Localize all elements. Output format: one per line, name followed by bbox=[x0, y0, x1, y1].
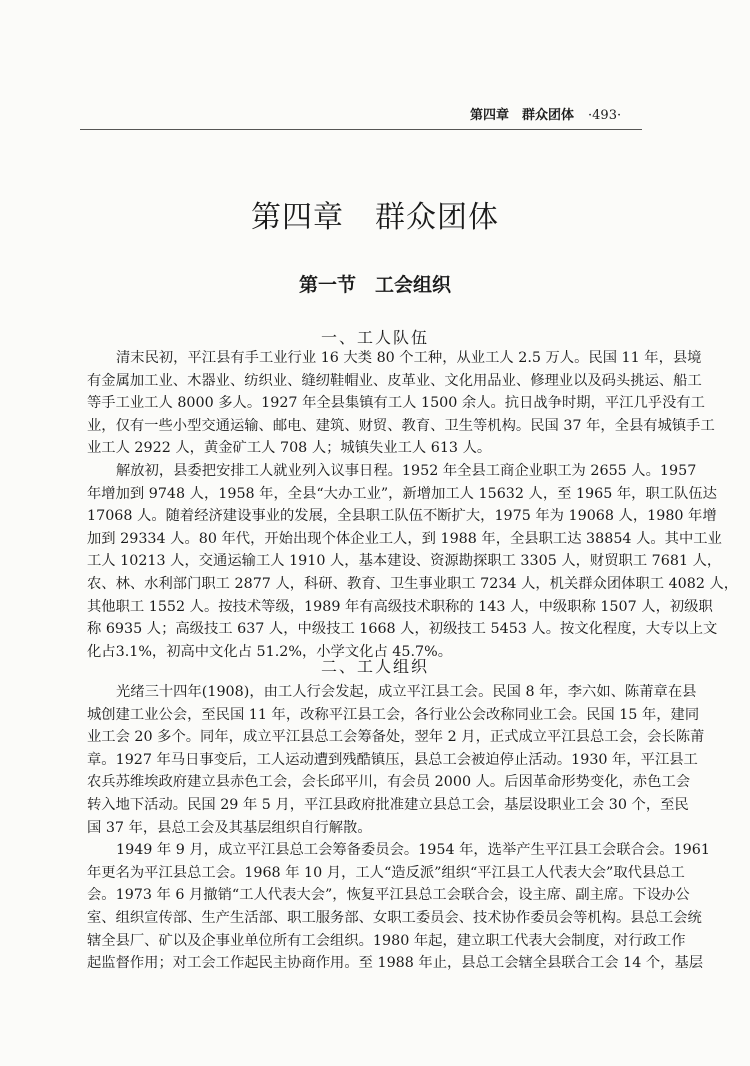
text-line: 会。1973 年 6 月撤销“工人代表大会”，恢复平江县总工会联合会，设主席、副主席。下设办公 bbox=[87, 887, 690, 904]
running-head bbox=[470, 104, 621, 123]
running-head-chapter: 第四章 群众团体 bbox=[470, 108, 575, 123]
text-line: 业，仅有一些小型交通运输、邮电、建筑、财贸、教育、卫生等机构。民国 37 年，全县有城镇手工 bbox=[87, 417, 715, 434]
subsection-heading: 二、工人组织 bbox=[320, 657, 429, 676]
text-line: 解放初，县委把安排工人就业列入议事日程。1952 年全县工商企业职工为 2655 人。1957 bbox=[116, 462, 697, 479]
subsection-body bbox=[87, 681, 710, 975]
subsection-heading: 一、工人队伍 bbox=[320, 328, 429, 347]
text-line: 转入地下活动。民国 29 年 5 月，平江县政府批准建立县总工会，基层设职业工会 30 个，至民 bbox=[87, 796, 689, 813]
text-line: 其他职工 1552 人。按技术等级，1989 年有高级技术职称的 143 人，中级职称 1507 人，初级职 bbox=[87, 598, 713, 615]
paragraph bbox=[87, 681, 705, 839]
text-line: 清末民初，平江县有手工业行业 16 大类 80 个工种，从业工人 2.5 万人。民国 11 年，县境 bbox=[116, 350, 702, 366]
text-line: 17068 人。随着经济建设事业的发展，全县职工队伍不断扩大，1975 年为 19068 人，1980 年增 bbox=[87, 508, 717, 525]
text-line: 等手工业工人 8000 多人。1927 年全县集镇有工人 1500 余人。抗日战争时期，平江几乎没有工 bbox=[87, 395, 705, 412]
chapter-title: 第四章 群众团体 bbox=[251, 200, 499, 235]
text-line: 农、林、水利部门职工 2877 人，科研、教育、卫生事业职工 7234 人，机关群众团体职工 4082 人， bbox=[87, 575, 739, 592]
text-line: 1949 年 9 月，成立平江县总工会筹备委员会。1954 年，选举产生平江县工会联合会。1961 bbox=[116, 842, 710, 859]
text-line: 有金属加工业、木器业、纺织业、缝纫鞋帽业、皮革业、文化用品业、修理业以及码头挑运、船工 bbox=[87, 372, 702, 389]
text-line: 化占3.1%，初高中文化占 51.2%，小学文化占 45.7%。 bbox=[87, 643, 452, 660]
text-line: 室、组织宣传部、生产生活部、职工服务部、女职工委员会、技术协作委员会等机构。县总工会统 bbox=[87, 909, 702, 926]
text-line: 称 6935 人；高级技工 637 人，中级技工 1668 人，初级技工 5453 人。按文化程度，大专以上文 bbox=[87, 621, 718, 638]
paragraph bbox=[87, 347, 715, 460]
text-line: 起监督作用；对工会工作起民主协商作用。至 1988 年止，县总工会辖全县联合工会 14 个，基层 bbox=[87, 955, 704, 972]
text-line: 章。1927 年马日事变后，工人运动遭到残酷镇压，县总工会被迫停止活动。1930 年，平江县工 bbox=[87, 751, 698, 768]
text-line: 业工人 2922 人，黄金矿工人 708 人；城镇失业工人 613 人。 bbox=[87, 440, 492, 457]
page-number: ·493· bbox=[588, 108, 622, 123]
paragraph bbox=[87, 460, 739, 663]
text-line: 城创建工业公会，至民国 11 年，改称平江县工会，各行业公会改称同业工会。民国 15 年，建同 bbox=[87, 706, 700, 723]
header-rule bbox=[80, 129, 642, 130]
text-line: 农兵苏维埃政府建立县赤色工会，会长邱平川，有会员 2000 人。后因革命形势变化，赤色工会 bbox=[87, 774, 691, 791]
text-line: 年更名为平江县总工会。1968 年 10 月，工人“造反派”组织“平江县工人代表大会”取代县总工 bbox=[87, 864, 685, 881]
text-line: 辖全县厂、矿以及企事业单位所有工会组织。1980 年起，建立职工代表大会制度，对行政工作 bbox=[87, 932, 686, 949]
text-line: 国 37 年，县总工会及其基层组织自行解散。 bbox=[87, 819, 372, 836]
section-title: 第一节 工会组织 bbox=[298, 274, 451, 296]
text-line: 业工会 20 多个。同年，成立平江县总工会筹备处，翌年 2 月，正式成立平江县总工会，会长陈莆 bbox=[87, 729, 705, 746]
text-line: 光绪三十四年(1908)，由工人行会发起，成立平江县工会。民国 8 年，李六如、陈莆章在县 bbox=[116, 684, 697, 700]
text-line: 年增加到 9748 人，1958 年，全县“大办工业”，新增加工人 15632 人，至 1965 年，职工队伍达 bbox=[87, 485, 717, 502]
text-line: 工人 10213 人，交通运输工人 1910 人，基本建设、资源勘探职工 3305 人，财贸职工 7681 人， bbox=[87, 553, 722, 570]
subsection-body bbox=[87, 347, 739, 663]
text-line: 加到 29334 人。80 年代，开始出现个体企业工人，到 1988 年，全县职工达 38854 人。其中工业 bbox=[87, 530, 722, 547]
paragraph bbox=[87, 839, 710, 975]
